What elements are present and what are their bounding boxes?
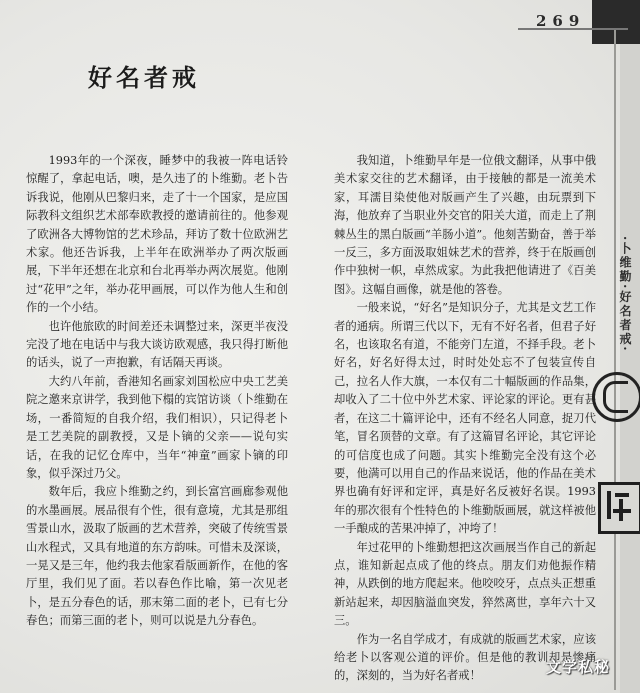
- paragraph: 也许他旅欧的时间差还未调整过来，深更半夜没完没了地在电话中与我大谈访欧观感，我只得打断他的话头，说了一声抱歉，有话隔天再谈。: [26, 319, 288, 370]
- left-column: [26, 152, 288, 631]
- page-number: 269: [536, 12, 586, 30]
- paragraph: 数年后，我应卜维勤之约，到长富宫画廊参观他的水墨画展。展品很有个性，很有意境，尤其是那组雪景山水，汲取了版画的艺术营养，突破了传统雪景山水程式，又具有地道的东方韵味。可惜未及深谈，一晃又是三年，他约我去他家看版画新作，在他的客厅里，我们见了面。若以春色作比喻，第一次见老卜，是五分春色的话，那末第二面的老卜，已有七分春色；而第三面的老卜，则可以说是九分春色。: [26, 485, 288, 628]
- corner-tab: [592, 0, 640, 44]
- seal-stroke: [603, 381, 628, 413]
- stamp-stroke: [613, 509, 631, 513]
- paragraph: 作为一名自学成才，有成就的版画艺术家，应该给老卜以客观公道的评价。但是他的教训却是惨痛的，深刻的，当为好名者戒！: [334, 632, 596, 683]
- watermark-text: 文学私秘: [546, 658, 611, 676]
- stamp-stroke: [607, 491, 611, 519]
- square-stamp-icon: [598, 482, 640, 534]
- paragraph: 年过花甲的卜维勤想把这次画展当作自己的新起点，谁知新起点成了他的终点。朋友们劝他振作精神，从跌倒的地方爬起来。他咬咬牙，点点头正想重新站起来，却因脑溢血突发，猝然离世，享年六十又三。: [334, 540, 596, 628]
- running-side-title: ·卜维勤·好名者戒·: [618, 236, 632, 353]
- paragraph: 1993年的一个深夜，睡梦中的我被一阵电话铃惊醒了，拿起电话，噢，是久违了的卜维勤。老卜告诉我说，他刚从巴黎归来，走了十一个国家，是应国际教科文组织艺术部奉欧教授的邀请前往的。他参观了欧洲各大博物馆的艺术珍品，拜访了数十位欧洲艺术家。他还告诉我，上半年在欧洲举办了两次版画展，下半年还想在北京和台北再举办两次展览。他刚过“花甲”之年，举办花甲画展，可以作为他人生和创作的一个小结。: [26, 154, 288, 315]
- paragraph: 大约八年前，香港知名画家刘国松应中央工艺美院之邀来京讲学，我到他下榻的宾馆访谈（卜维勤在场，一番简短的自我介绍，我们相识），只记得老卜是工艺美院的副教授，又是卜镝的父亲——说句实话，在我的记忆仓库中，当年“神童”画家卜镝的印象，似乎深过乃父。: [26, 374, 288, 480]
- paragraph: 我知道，卜维勤早年是一位俄文翻译，从事中俄美术家交往的艺术翻译，由于接触的都是一流美术家，耳濡目染使他对版画产生了兴趣，由玩票到下海，他放弃了当职业外交官的阳关大道，而走上了荆棘丛生的黑白版画“羊肠小道”。他刻苦勤奋，善于举一反三，多方面汲取姐妹艺术的营养，终于在版画创作中独树一帜，卓然成家。为此我把他请进了《百美图》。这幅自画像，就是他的答卷。: [334, 154, 596, 296]
- right-column: [334, 152, 596, 686]
- round-seal-icon: [592, 372, 640, 422]
- paragraph: 一般来说，“好名”是知识分子，尤其是文艺工作者的通病。所谓三代以下，无有不好名者，但君子好名，也该取名有道，不能旁门左道，不择手段。老卜好名，好名好得太过，时时处处忘不了包装宣传自己，拉名人作大旗，一本仅有二十幅版画的作品集，却收入了二十位中外艺术家、评论家的评论。更有甚者，在这二十篇评论中，还有不经名人同意，捉刀代笔，冒名顶替的文章。有了这篇冒名评论，其它评论的可信度也成了问题。其实卜维勤完全没有这个必要，他满可以用自己的作品来说话，他的作品在美术界也确有好评和定评，真是好名反被好名误。1993年的那次很有个性特色的卜维勤版画展，就这样被他一手酿成的苦果冲掉了，冲垮了！: [334, 301, 596, 536]
- stamp-stroke: [615, 493, 629, 497]
- article-title: 好名者戒: [88, 63, 200, 92]
- side-rule: [614, 30, 616, 690]
